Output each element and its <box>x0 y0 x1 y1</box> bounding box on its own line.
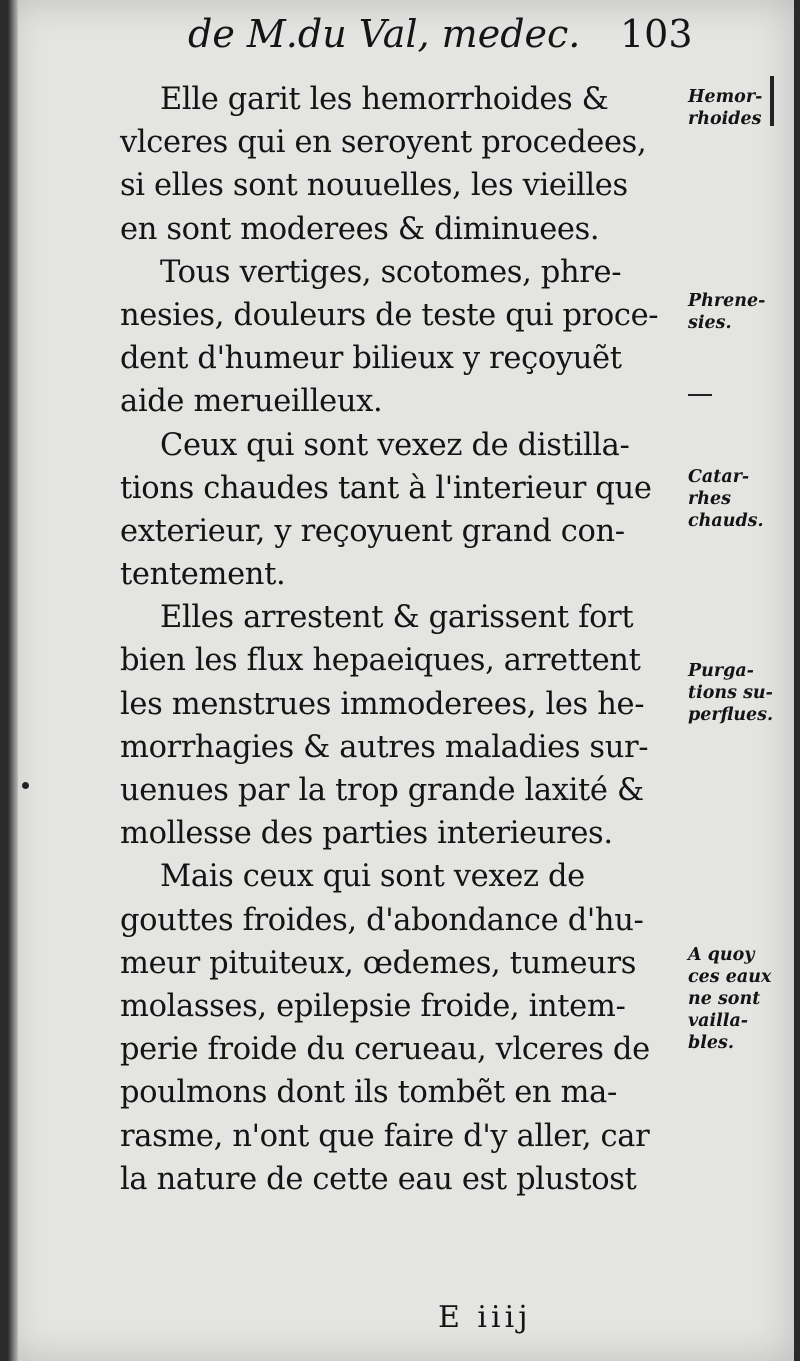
text-line: les menstrues immoderees, les he- <box>120 686 645 722</box>
margin-note-phrenesies: Phrene- sies. <box>688 291 766 333</box>
text-line: Mais ceux qui sont vexez de <box>160 859 585 895</box>
text-line: Ceux qui sont vexez de distilla- <box>160 427 630 463</box>
text-line: perie froide du cerueau, vlceres de <box>120 1032 650 1068</box>
text-line: gouttes froides, d'abondance d'hu- <box>120 902 644 938</box>
text-line: si elles sont nouuelles, les vieilles <box>120 168 628 204</box>
margin-note-purgations: Purga- tions su- perflues. <box>688 661 774 725</box>
text-line: dent d'humeur bilieux y reçoyuẽt <box>120 341 622 377</box>
page-edge-shadow <box>8 0 18 1361</box>
page-number: 103 <box>620 12 693 56</box>
ink-mark <box>22 782 29 789</box>
ink-mark <box>688 394 712 396</box>
text-line: tions chaudes tant à l'interieur que <box>120 470 652 506</box>
ink-mark <box>770 76 774 126</box>
text-line: aide merueilleux. <box>120 384 383 420</box>
text-line: bien les flux hepaeiques, arrettent <box>120 643 641 679</box>
text-line: tentement. <box>120 557 286 593</box>
margin-note-catarrhes: Catar- rhes chauds. <box>688 467 764 531</box>
text-line: morrhagies & autres maladies sur- <box>120 729 649 765</box>
margin-note-hemorrhoides: Hemor- rhoides <box>688 87 763 129</box>
body-text <box>120 78 680 1201</box>
text-line: mollesse des parties interieures. <box>120 816 613 852</box>
text-line: meur pituiteux, œdemes, tumeurs <box>120 945 637 981</box>
book-page <box>8 0 794 1361</box>
text-line: vlceres qui en seroyent procedees, <box>120 125 647 161</box>
text-line: rasme, n'ont que faire d'y aller, car <box>120 1118 650 1154</box>
text-line: nesies, douleurs de teste qui proce- <box>120 297 659 333</box>
text-line: Elle garit les hemorrhoides & <box>160 82 609 117</box>
text-line: molasses, epilepsie froide, intem- <box>120 988 626 1024</box>
text-line: Elles arrestent & garissent fort <box>160 600 634 636</box>
text-line: poulmons dont ils tombẽt en ma- <box>120 1075 617 1111</box>
text-line: exterieur, y reçoyuent grand con- <box>120 513 625 549</box>
text-line: Tous vertiges, scotomes, phre- <box>160 254 622 290</box>
running-head <box>188 12 693 56</box>
signature-mark: E iiij <box>438 1300 532 1335</box>
running-head-title: de M.du Val, medec. <box>188 12 581 56</box>
margin-note-a-quoy: A quoy ces eaux ne sont vailla- bles. <box>688 945 772 1053</box>
text-line: uenues par la trop grande laxité & <box>120 773 644 808</box>
text-line: la nature de cette eau est plustost <box>120 1161 637 1197</box>
text-line: en sont moderees & diminuees. <box>120 211 600 247</box>
